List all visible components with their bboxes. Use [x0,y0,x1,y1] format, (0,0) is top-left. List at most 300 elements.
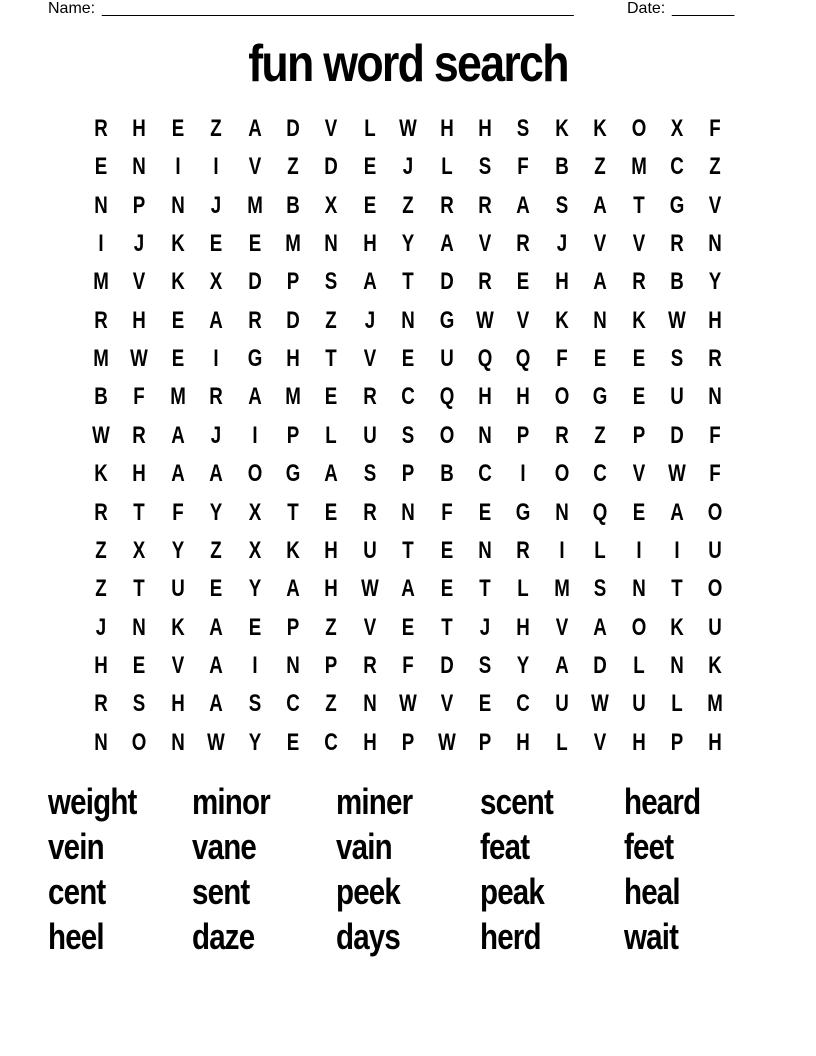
grid-letter: U [439,345,454,373]
grid-letter: Z [95,536,107,564]
grid-letter: A [171,460,185,488]
word-list-item: feat [480,826,530,867]
grid-letter: E [517,268,530,296]
grid-letter: E [171,306,185,334]
grid-letter: K [171,268,185,296]
grid-letter: U [708,536,723,564]
grid-letter: F [709,460,722,488]
grid-letter: O [554,383,570,411]
grid-letter: R [478,191,492,219]
grid-letter: E [325,498,338,526]
grid-letter: K [670,613,684,641]
grid-letter: B [439,460,454,488]
word-list-item: peek [336,871,401,912]
grid-letter: H [478,115,492,142]
grid-letter: E [171,345,185,373]
grid-letter: J [479,613,491,641]
grid-letter: N [94,728,108,756]
grid-letter: U [631,690,646,718]
grid-letter: V [517,306,530,334]
grid-letter: A [247,383,262,411]
grid-letter: Q [516,345,531,373]
grid-letter: J [134,230,145,258]
grid-letter: A [593,268,607,296]
grid-letter: K [94,460,108,488]
grid-letter: E [248,230,261,258]
grid-letter: E [440,575,453,603]
grid-letter: E [286,728,300,756]
grid-letter: M [707,690,724,718]
grid-letter: Z [325,690,338,718]
grid-row [82,148,734,186]
grid-letter: D [286,306,300,334]
word-list-item: heal [624,871,680,912]
grid-letter: O [439,421,454,449]
grid-letter: M [285,383,301,411]
grid-letter: S [555,191,569,219]
grid-letter: K [286,536,300,564]
grid-letter: A [593,191,607,219]
grid-letter: Z [325,306,338,334]
grid-row [82,570,734,608]
grid-letter: M [630,153,647,181]
grid-letter: U [670,383,684,411]
grid-letter: R [94,115,108,142]
grid-letter: Z [210,115,222,142]
grid-letter: Y [171,536,185,564]
grid-letter: O [631,613,646,641]
grid-letter: R [363,383,377,411]
grid-letter: F [556,345,568,373]
grid-letter: J [210,421,222,449]
grid-row [82,494,734,532]
grid-letter: K [171,613,185,641]
grid-letter: E [632,345,645,373]
grid-letter: Y [401,230,415,258]
grid-letter: R [670,230,684,258]
word-list-item: wait [624,916,679,957]
grid-letter: Z [325,613,338,641]
grid-letter: E [248,613,261,641]
grid-letter: E [363,153,377,181]
grid-letter: O [631,115,646,142]
grid-letter: V [363,613,377,641]
grid-letter: A [439,230,454,258]
grid-letter: A [209,651,223,679]
word-list-item: peak [480,871,545,912]
grid-letter: L [671,690,683,718]
grid-letter: F [440,498,453,526]
grid-letter: T [133,575,146,603]
grid-letter: J [210,191,222,219]
grid-letter: E [171,115,185,142]
grid-letter: T [440,613,453,641]
letter-grid [82,110,734,760]
grid-letter: P [286,268,300,296]
grid-letter: B [555,153,569,181]
grid-letter: N [631,575,646,603]
grid-letter: G [592,383,608,411]
grid-letter: M [553,575,570,603]
grid-letter: R [555,421,569,449]
grid-letter: B [670,268,684,296]
grid-letter: K [593,115,607,142]
grid-letter: N [593,306,607,334]
grid-letter: D [593,651,607,679]
word-list-item: herd [480,916,541,957]
grid-letter: E [440,536,453,564]
grid-letter: H [171,690,185,718]
grid-letter: R [516,230,531,258]
grid-letter: E [209,230,223,258]
grid-letter: C [286,690,300,718]
grid-letter: A [247,115,262,142]
grid-letter: S [248,690,261,718]
grid-letter: K [555,306,569,334]
grid-letter: E [401,345,415,373]
grid-letter: H [708,306,723,334]
grid-letter: F [709,115,722,142]
grid-letter: W [668,460,686,488]
grid-letter: J [556,230,568,258]
grid-letter: R [478,268,492,296]
date-label: Date: [627,0,666,17]
grid-letter: N [401,306,415,334]
grid-letter: N [171,728,185,756]
grid-letter: V [363,345,377,373]
word-list-item: minor [192,781,270,822]
grid-letter: H [516,728,531,756]
grid-row [82,340,734,378]
grid-letter: I [635,536,642,564]
grid-letter: N [478,421,492,449]
grid-letter: E [209,575,223,603]
grid-letter: H [439,115,454,142]
grid-letter: A [209,613,223,641]
grid-letter: D [439,268,454,296]
grid-letter: A [593,613,607,641]
grid-letter: P [632,421,645,449]
grid-letter: D [324,153,339,181]
grid-letter: A [670,498,684,526]
grid-letter: A [209,460,223,488]
grid-letter: P [517,421,530,449]
grid-letter: M [93,268,109,296]
grid-letter: F [133,383,146,411]
grid-letter: H [555,268,569,296]
grid-letter: E [478,690,492,718]
grid-letter: H [363,230,377,258]
grid-letter: Y [517,651,530,679]
header-line [48,0,748,20]
grid-letter: J [364,306,376,334]
grid-letter: H [324,536,339,564]
grid-letter: T [325,345,338,373]
grid-letter: I [251,421,258,449]
grid-letter: C [593,460,607,488]
grid-letter: C [324,728,339,756]
grid-letter: P [478,728,492,756]
grid-letter: M [169,383,186,411]
grid-letter: M [246,191,263,219]
grid-letter: U [363,421,377,449]
grid-letter: P [670,728,684,756]
grid-letter: Z [95,575,107,603]
grid-letter: S [593,575,607,603]
grid-letter: F [172,498,184,526]
grid-letter: Y [209,498,223,526]
page-title: fun word search [248,35,568,93]
grid-letter: P [286,421,300,449]
grid-letter: L [556,728,568,756]
grid-row [82,647,734,685]
grid-row [82,532,734,570]
grid-letter: W [476,306,494,334]
grid-row [82,724,734,762]
grid-letter: E [363,191,377,219]
grid-letter: E [478,498,492,526]
word-list-item: cent [48,871,106,912]
grid-letter: R [708,345,723,373]
grid-letter: V [555,613,569,641]
grid-letter: R [363,651,377,679]
grid-letter: G [247,345,262,373]
word-list [48,780,768,960]
grid-letter: P [401,460,415,488]
grid-letter: V [632,460,645,488]
grid-row [82,263,734,301]
grid-row [82,302,734,340]
grid-letter: A [363,268,377,296]
grid-letter: G [439,306,454,334]
grid-letter: T [402,268,414,296]
grid-letter: K [708,651,723,679]
word-list-item: scent [480,781,554,822]
word-list-item: heard [624,781,701,822]
grid-letter: N [363,690,377,718]
grid-letter: T [632,191,645,219]
grid-letter: S [363,460,377,488]
grid-letter: S [478,153,492,181]
grid-letter: W [668,306,686,334]
grid-letter: K [631,306,646,334]
grid-letter: N [708,383,723,411]
grid-letter: E [632,383,645,411]
grid-letter: Y [709,268,722,296]
grid-letter: N [171,191,185,219]
grid-letter: V [478,230,492,258]
grid-row [82,685,734,723]
grid-letter: T [671,575,683,603]
grid-letter: V [593,728,607,756]
grid-letter: U [363,536,377,564]
grid-letter: P [325,651,338,679]
grid-letter: E [325,383,338,411]
grid-letter: V [593,230,607,258]
grid-letter: G [285,460,301,488]
grid-row [82,187,734,225]
grid-letter: W [399,115,418,142]
grid-letter: G [516,498,531,526]
grid-letter: R [94,690,108,718]
grid-letter: R [247,306,262,334]
grid-letter: A [286,575,300,603]
grid-letter: W [591,690,610,718]
grid-letter: S [670,345,684,373]
grid-letter: E [632,498,645,526]
grid-letter: X [248,536,261,564]
grid-letter: W [207,728,226,756]
grid-letter: S [401,421,415,449]
grid-letter: O [708,498,723,526]
grid-letter: D [286,115,300,142]
grid-letter: T [402,536,414,564]
grid-letter: I [251,651,258,679]
grid-letter: Y [248,575,261,603]
grid-letter: H [324,575,339,603]
grid-letter: E [401,613,415,641]
grid-letter: S [325,268,338,296]
grid-letter: I [213,153,219,181]
grid-letter: R [516,536,531,564]
grid-row [82,378,734,416]
grid-letter: A [171,421,185,449]
grid-letter: N [286,651,300,679]
word-list-item: weight [48,781,137,822]
grid-letter: V [440,690,453,718]
grid-letter: X [209,268,223,296]
grid-letter: Z [709,153,722,181]
grid-letter: A [516,191,531,219]
grid-letter: X [325,191,338,219]
grid-letter: H [286,345,300,373]
word-list-item: feet [624,826,674,867]
grid-letter: W [437,728,456,756]
grid-letter: R [363,498,377,526]
grid-letter: S [133,690,146,718]
grid-letter: R [94,498,108,526]
word-list-item: vain [336,826,392,867]
grid-letter: E [593,345,607,373]
grid-letter: A [401,575,415,603]
grid-letter: I [559,536,565,564]
grid-letter: T [133,498,146,526]
grid-letter: P [133,191,146,219]
grid-letter: Z [402,191,414,219]
grid-letter: H [132,306,147,334]
grid-letter: N [324,230,339,258]
word-list-item: daze [192,916,255,957]
grid-letter: N [708,230,723,258]
grid-letter: I [175,153,181,181]
grid-letter: O [708,575,723,603]
grid-letter: Z [594,153,606,181]
grid-letter: H [516,383,531,411]
word-list-item: vane [192,826,257,867]
grid-letter: Z [594,421,606,449]
grid-letter: W [130,345,149,373]
grid-letter: G [669,191,685,219]
grid-letter: O [554,460,570,488]
grid-letter: L [517,575,530,603]
grid-letter: P [401,728,415,756]
grid-letter: L [364,115,376,142]
word-list-item: sent [192,871,250,912]
grid-letter: I [520,460,526,488]
grid-letter: H [132,460,147,488]
grid-letter: O [247,460,262,488]
grid-letter: Q [439,383,454,411]
name-label: Name: [48,0,96,17]
grid-letter: E [94,153,108,181]
grid-letter: M [285,230,301,258]
grid-letter: Q [592,498,608,526]
grid-letter: S [517,115,530,142]
grid-letter: U [555,690,569,718]
word-list-item: miner [336,781,413,822]
grid-letter: S [478,651,492,679]
date-field-line: _______ [672,0,735,17]
word-list-item: heel [48,916,104,957]
grid-letter: R [209,383,223,411]
grid-letter: W [399,690,418,718]
grid-row [82,455,734,493]
grid-row [82,609,734,647]
grid-letter: Z [287,153,299,181]
grid-letter: L [440,153,453,181]
grid-letter: D [247,268,262,296]
grid-letter: H [363,728,377,756]
grid-letter: C [401,383,415,411]
grid-letter: V [325,115,338,142]
grid-letter: O [132,728,147,756]
grid-row [82,225,734,263]
grid-letter: N [132,153,147,181]
grid-letter: N [94,191,108,219]
grid-letter: R [94,306,108,334]
grid-letter: Q [477,345,493,373]
grid-letter: D [439,651,454,679]
grid-letter: K [171,230,185,258]
grid-letter: T [287,498,299,526]
grid-letter: A [209,306,223,334]
grid-letter: D [670,421,684,449]
grid-letter: R [439,191,454,219]
grid-letter: X [670,115,684,142]
grid-letter: A [555,651,569,679]
grid-letter: L [632,651,645,679]
grid-letter: H [132,115,147,142]
grid-letter: F [402,651,414,679]
grid-letter: J [95,613,107,641]
grid-letter: Y [248,728,261,756]
grid-letter: A [209,690,223,718]
grid-letter: F [709,421,722,449]
grid-letter: T [479,575,491,603]
grid-letter: B [94,383,108,411]
grid-letter: R [631,268,646,296]
grid-letter: I [98,230,104,258]
grid-letter: V [709,191,722,219]
grid-letter: M [93,345,109,373]
grid-letter: L [325,421,338,449]
grid-letter: X [133,536,146,564]
grid-letter: U [708,613,723,641]
word-list-item: days [336,916,401,957]
grid-letter: X [248,498,261,526]
grid-letter: P [286,613,300,641]
grid-row [82,417,734,455]
